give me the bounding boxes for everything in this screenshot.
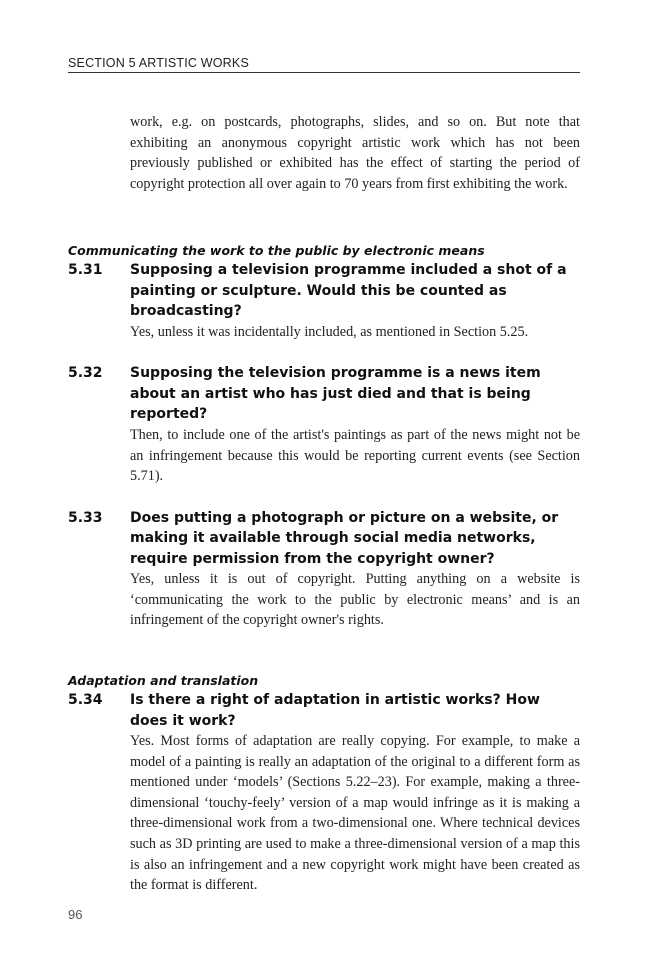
- question-text: Supposing a television programme included a shot of a painting or sculpture. Would this be counted as broadcasting?: [130, 262, 567, 320]
- question-text: Does putting a photograph or picture on a website, or making it available through social media networks, require permission from the copyright owner?: [130, 509, 559, 567]
- question-number: 5.32: [68, 365, 103, 382]
- page-number: 96: [68, 907, 83, 922]
- section-heading-adaptation: Adaptation and translation: [68, 673, 259, 689]
- qa-5-32: [68, 363, 580, 486]
- answer-text: Yes, unless it is out of copyright. Putting anything on a website is ‘communicating the work to the public by electronic means’ and is an infringement of the copyright owner's rights.: [130, 571, 580, 629]
- question-number: 5.33: [68, 509, 103, 526]
- question-text: Is there a right of adaptation in artistic works? How does it work?: [130, 692, 540, 729]
- qa-5-33: [68, 508, 580, 631]
- section-heading-communicating: Communicating the work to the public by electronic means: [68, 243, 485, 259]
- answer-text: Yes, unless it was incidentally included, as mentioned in Section 5.25.: [130, 323, 529, 340]
- answer-text: Yes. Most forms of adaptation are really copying. For example, to make a model of a painting is really an adaptation of the original to a different form as mentioned under ‘models’ (Sections 5.22–23). For example, making a three-dimensional ‘touchy-feely’ version of a map would infringe as it is making a three-dimensional work from a two-dimensional one. Where technical devices such as 3D printing are used to make a three-dimensional version of a map this is also an infringement and a new copyright work might have been created as the format is different.: [130, 733, 580, 894]
- answer-text: Then, to include one of the artist's paintings as part of the news might not be an infringement because this would be reporting current events (see Section 5.71).: [130, 426, 580, 485]
- question-number: 5.34: [68, 692, 103, 709]
- qa-5-34: [68, 690, 580, 896]
- intro-paragraph: work, e.g. on postcards, photographs, slides, and so on. But note that exhibiting an anonymous copyright artistic work which has not been previously published or exhibited has the effect of starting the period of copyright protection all over again to 70 years from first exhibiting the work.: [130, 114, 580, 192]
- question-text: Supposing the television programme is a news item about an artist who has just died and that is being reported?: [130, 365, 541, 423]
- page-content: [68, 112, 580, 896]
- qa-5-31: [68, 260, 580, 342]
- running-head: SECTION 5 ARTISTIC WORKS: [68, 56, 580, 73]
- question-number: 5.31: [68, 262, 103, 279]
